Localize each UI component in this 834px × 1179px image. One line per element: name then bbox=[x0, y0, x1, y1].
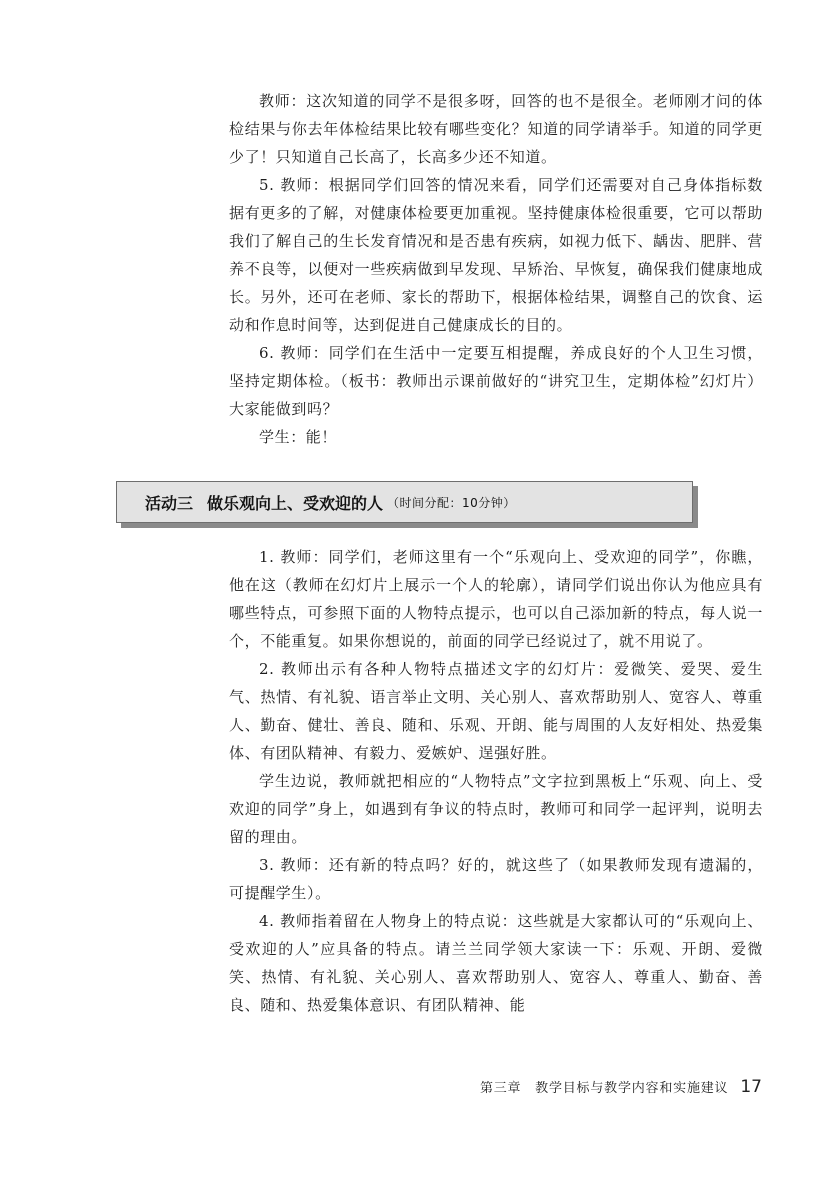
activity-number: 活动三 bbox=[145, 493, 194, 513]
paragraph: 2. 教师出示有各种人物特点描述文字的幻灯片：爱微笑、爱哭、爱生气、热情、有礼貌、语言举止文明、关心别人、喜欢帮助别人、宽容人、尊重人、勤奋、健壮、善良、随和、乐观、开朗、能与周围的人友好相处、热爱集体、有团队精神、有毅力、爱嫉妒、逞强好胜。 bbox=[229, 660, 763, 762]
paragraph: 3. 教师：还有新的特点吗？好的，就这些了（如果教师发现有遗漏的，可提醒学生）。 bbox=[229, 856, 763, 902]
paragraph: 学生边说，教师就把相应的“人物特点”文字拉到黑板上“乐观、向上、受欢迎的同学”身上，如遇到有争议的特点时，教师可和同学一起评判，说明去留的理由。 bbox=[229, 772, 763, 846]
paragraph: 4. 教师指着留在人物身上的特点说：这些就是大家都认可的“乐观向上、受欢迎的人”应具备的特点。请兰兰同学领大家读一下：乐观、开朗、爱微笑、热情、有礼貌、关心别人、喜欢帮助别人、宽容人、尊重人、勤奋、善良、随和、热爱集体意识、有团队精神、能 bbox=[229, 912, 763, 1014]
activity-banner bbox=[116, 481, 693, 523]
paragraph: 6. 教师：同学们在生活中一定要互相提醒，养成良好的个人卫生习惯，坚持定期体检。（板书：教师出示课前做好的“讲究卫生，定期体检”幻灯片）大家能做到吗？ bbox=[229, 344, 763, 418]
main-text-lower bbox=[229, 543, 763, 1019]
activity-title: 做乐观向上、受欢迎的人 bbox=[207, 493, 384, 513]
paragraph: 学生：能！ bbox=[259, 428, 338, 446]
paragraph: 教师：这次知道的同学不是很多呀，回答的也不是很全。老师刚才问的体检结果与你去年体检结果比较有哪些变化？知道的同学请举手。知道的同学更少了！只知道自己长高了，长高多少还不知道。 bbox=[229, 92, 763, 166]
main-text-upper bbox=[229, 87, 763, 451]
activity-time-note: （时间分配：10分钟） bbox=[387, 495, 516, 510]
page-number: 17 bbox=[740, 1077, 762, 1097]
paragraph: 5. 教师：根据同学们回答的情况来看，同学们还需要对自己身体指标数据有更多的了解，对健康体检要更加重视。坚持健康体检很重要，它可以帮助我们了解自己的生长发育情况和是否患有疾病，如视力低下、龋齿、肥胖、营养不良等，以便对一些疾病做到早发现、早矫治、早恢复，确保我们健康地成长。另外，还可在老师、家长的帮助下，根据体检结果，调整自己的饮食、运动和作息时间等，达到促进自己健康成长的目的。 bbox=[229, 176, 763, 334]
paragraph: 1. 教师：同学们，老师这里有一个“乐观向上、受欢迎的同学”，你瞧，他在这（教师在幻灯片上展示一个人的轮廓），请同学们说出你认为他应具有哪些特点，可参照下面的人物特点提示，也可以自己添加新的特点，每人说一个，不能重复。如果你想说的，前面的同学已经说过了，就不用说了。 bbox=[229, 548, 763, 650]
footer-chapter-title: 第三章 教学目标与教学内容和实施建议 bbox=[479, 1081, 729, 1096]
page-footer bbox=[480, 1077, 762, 1097]
